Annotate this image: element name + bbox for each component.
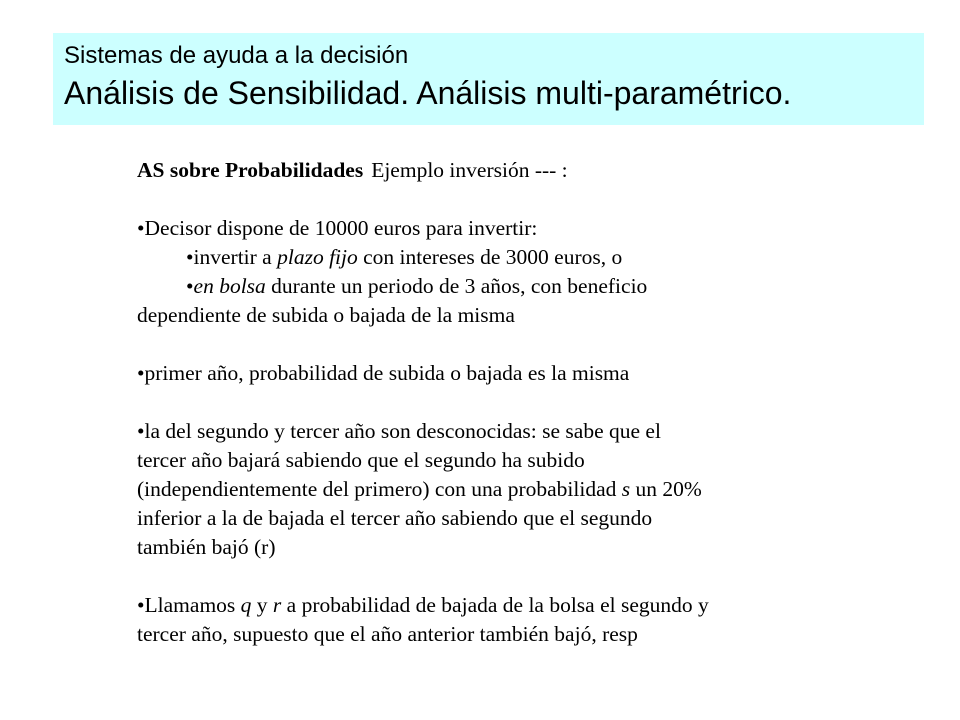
bullet-decisor: •Decisor dispone de 10000 euros para invertir: [137,216,538,240]
continuation-line: dependiente de subida o bajada de la misma [137,303,515,327]
paragraph-text: y [251,593,273,617]
emphasis-en-bolsa: en bolsa [193,274,266,298]
section-heading [137,156,927,185]
title-banner [53,33,924,125]
paragraph-line: tercer año, supuesto que el año anterior también bajó, resp [137,622,638,646]
paragraph-text: un 20% [630,477,702,501]
bullet-llamamos [137,591,927,620]
bullet-primer-ano: •primer año, probabilidad de subida o bajada es la misma [137,361,630,385]
paragraph-line [137,475,927,504]
slide-title: Análisis de Sensibilidad. Análisis multi-paramétrico. [64,75,792,111]
sub-bullet-text: con intereses de 3000 euros, o [357,245,623,269]
variable-q: q [240,593,252,617]
paragraph-text: (independientemente del primero) con una probabilidad [137,477,622,501]
paragraph-line: también bajó (r) [137,535,276,559]
variable-s: s [621,477,631,501]
bullet-mark: • [186,274,194,298]
sub-bullet-text: •invertir a [186,245,278,269]
course-title: Sistemas de ayuda a la decisión [64,42,409,69]
heading-bold: AS sobre Probabilidades [137,158,364,182]
sub-bullet-text: durante un periodo de 3 años, con beneficio [265,274,648,298]
slide-body [137,156,927,649]
emphasis-plazo-fijo: plazo fijo [277,245,358,269]
bullet-segundo-tercer: •la del segundo y tercer año son desconocidas: se sabe que el [137,419,661,443]
paragraph-line: tercer año bajará sabiendo que el segundo ha subido [137,448,585,472]
paragraph-text: a probabilidad de bajada de la bolsa el segundo y [281,593,709,617]
sub-bullet-plazo-fijo [137,243,927,272]
heading-rest: Ejemplo inversión --- : [371,158,568,182]
paragraph-line: inferior a la de bajada el tercer año sabiendo que el segundo [137,506,653,530]
paragraph-text: •Llamamos [137,593,241,617]
sub-bullet-en-bolsa [137,272,927,301]
variable-r: r [272,593,282,617]
